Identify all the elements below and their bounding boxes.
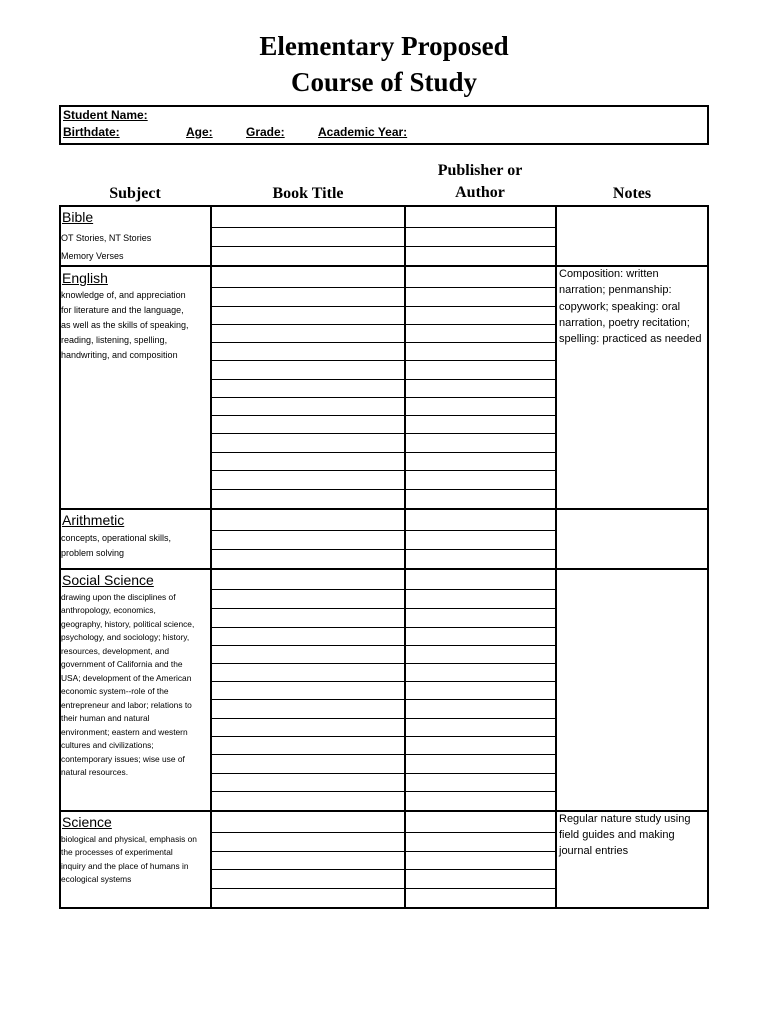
column-header-notes: Notes	[612, 185, 652, 202]
column-divider	[555, 205, 557, 907]
social-science-description-line: environment; eastern and western	[61, 727, 188, 737]
science-description-line: ecological systems	[61, 874, 132, 884]
writing-line	[211, 718, 556, 719]
writing-line	[211, 627, 556, 628]
writing-line	[211, 227, 556, 228]
social-science-description-line: economic system--role of the	[61, 686, 169, 696]
section-title-bible: Bible	[62, 209, 94, 225]
science-description-line: inquiry and the place of humans in	[61, 861, 189, 871]
writing-line	[211, 470, 556, 471]
column-header-publisher-line-1: Publisher or	[437, 162, 523, 179]
english-notes-line: narration; penmanship:	[559, 284, 672, 296]
writing-line	[211, 452, 556, 453]
social-science-description-line: drawing upon the disciplines of	[61, 592, 176, 602]
section-title-arithmetic: Arithmetic	[62, 512, 125, 528]
student-info-box	[59, 105, 709, 145]
grade-label: Grade:	[246, 125, 285, 139]
column-header-publisher-line-2: Author	[455, 184, 505, 201]
writing-line	[211, 754, 556, 755]
writing-line	[211, 306, 556, 307]
writing-line	[211, 645, 556, 646]
writing-line	[211, 791, 556, 792]
birthdate-label: Birthdate:	[63, 125, 120, 139]
science-notes-line: Regular nature study using	[559, 813, 691, 825]
page-title-line-2: Course of Study	[290, 67, 478, 97]
social-science-description-line: psychology, and sociology; history,	[61, 632, 190, 642]
writing-line	[211, 379, 556, 380]
writing-line	[211, 589, 556, 590]
arithmetic-description-line: concepts, operational skills,	[61, 533, 172, 543]
social-science-description-line: resources, development, and	[61, 646, 170, 656]
bible-description-line: OT Stories, NT Stories	[61, 233, 152, 243]
science-description-line: the processes of experimental	[61, 847, 173, 857]
social-science-description-line: anthropology, economics,	[61, 605, 156, 615]
writing-line	[211, 832, 556, 833]
section-title-english: English	[62, 270, 108, 286]
social-science-description-line: entrepreneur and labor; relations to	[61, 700, 192, 710]
science-notes-line: field guides and making	[559, 829, 675, 841]
section-title-science: Science	[62, 814, 112, 830]
writing-line	[211, 489, 556, 490]
student-name-label: Student Name:	[63, 108, 148, 122]
english-notes-line: copywork; speaking: oral	[559, 301, 681, 313]
social-science-description-line: natural resources.	[61, 767, 129, 777]
page-title-line-1: Elementary Proposed	[259, 31, 509, 61]
english-notes-line: Composition: written	[559, 268, 659, 280]
age-label: Age:	[186, 125, 213, 139]
column-header-subject: Subject	[109, 185, 161, 202]
english-description-line: for literature and the language,	[61, 305, 184, 315]
science-description-line: biological and physical, emphasis on	[61, 834, 197, 844]
writing-line	[211, 342, 556, 343]
writing-line	[211, 246, 556, 247]
writing-line	[211, 699, 556, 700]
english-notes-line: narration, poetry recitation;	[559, 317, 690, 329]
writing-line	[211, 415, 556, 416]
social-science-description-line: contemporary issues; wise use of	[61, 754, 185, 764]
english-notes-line: spelling: practiced as needed	[559, 333, 702, 345]
section-divider	[59, 508, 707, 510]
writing-line	[211, 360, 556, 361]
writing-line	[211, 736, 556, 737]
writing-line	[211, 397, 556, 398]
writing-line	[211, 530, 556, 531]
social-science-description-line: their human and natural	[61, 713, 150, 723]
social-science-description-line: cultures and civilizations;	[61, 740, 154, 750]
english-description-line: knowledge of, and appreciation	[61, 290, 186, 300]
english-description-line: reading, listening, spelling,	[61, 335, 168, 345]
english-description-line: handwriting, and composition	[61, 350, 178, 360]
bible-description-line: Memory Verses	[61, 251, 124, 261]
science-notes-line: journal entries	[559, 845, 629, 857]
writing-line	[211, 773, 556, 774]
writing-line	[211, 681, 556, 682]
writing-line	[211, 663, 556, 664]
writing-line	[211, 851, 556, 852]
writing-line	[211, 888, 556, 889]
arithmetic-description-line: problem solving	[61, 548, 125, 558]
column-divider	[404, 205, 406, 907]
social-science-description-line: geography, history, political science,	[61, 619, 195, 629]
writing-line	[211, 549, 556, 550]
social-science-description-line: USA; development of the American	[61, 673, 192, 683]
academic-year-label: Academic Year:	[318, 125, 408, 139]
section-title-social-science: Social Science	[62, 572, 154, 588]
section-divider	[59, 568, 707, 570]
social-science-description-line: government of California and the	[61, 659, 183, 669]
writing-line	[211, 869, 556, 870]
writing-line	[211, 608, 556, 609]
column-divider	[210, 205, 212, 907]
writing-line	[211, 433, 556, 434]
writing-line	[211, 324, 556, 325]
writing-line	[211, 287, 556, 288]
column-header-book-title: Book Title	[272, 185, 344, 202]
english-description-line: as well as the skills of speaking,	[61, 320, 189, 330]
